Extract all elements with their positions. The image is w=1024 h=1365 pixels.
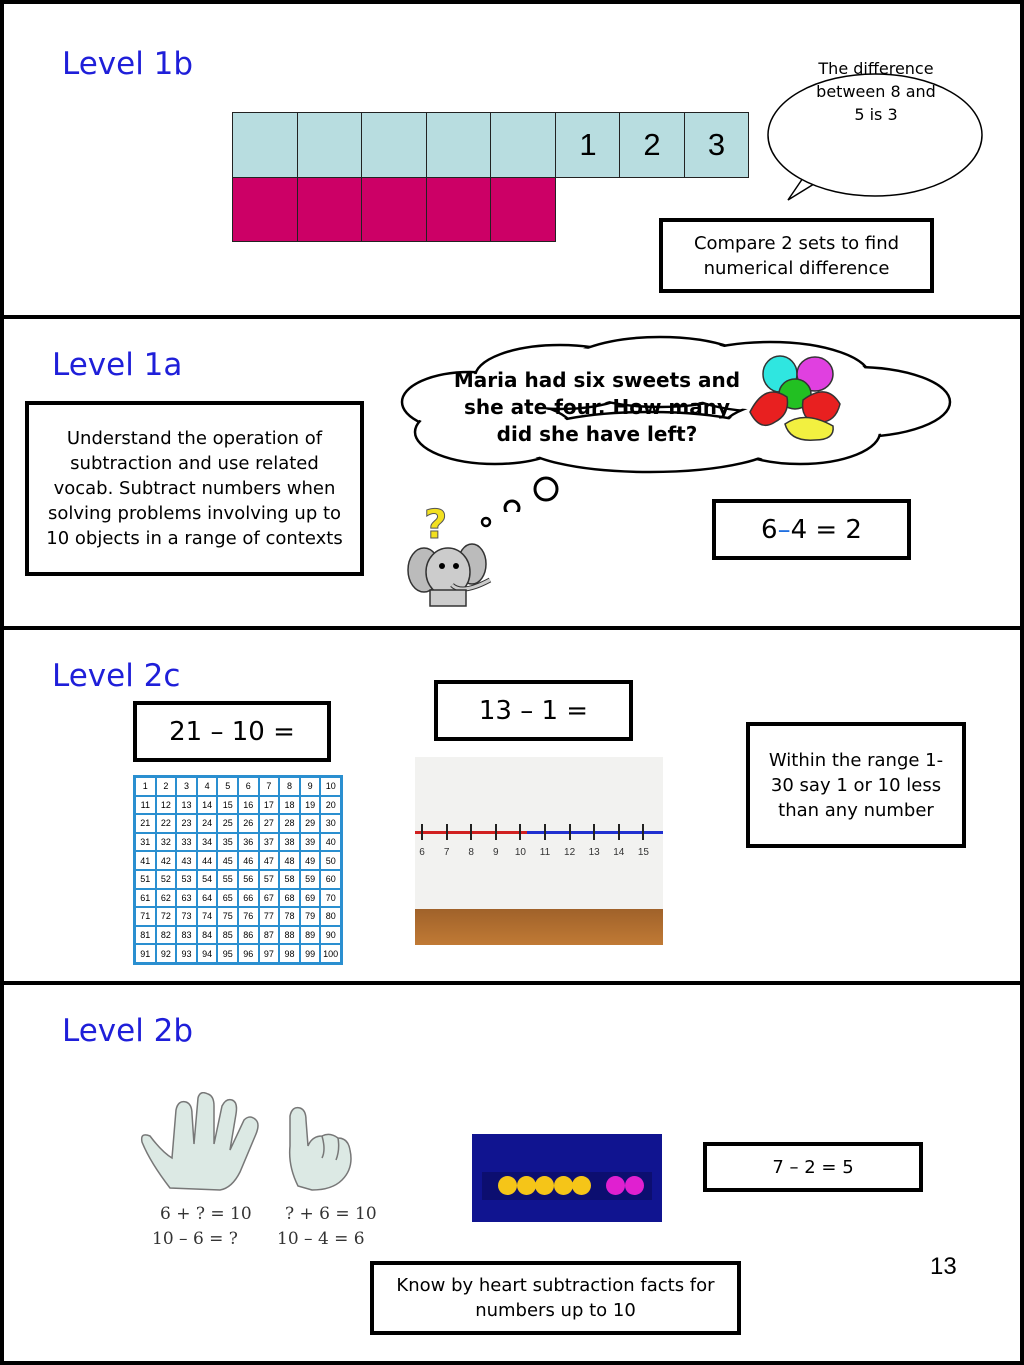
- hundred-square-cell: 84: [197, 926, 218, 945]
- hundred-square-cell: 71: [135, 907, 156, 926]
- bar-cell-top: [361, 112, 427, 178]
- hundred-square-cell: 37: [259, 833, 280, 852]
- hundred-square-cell: 62: [156, 889, 177, 908]
- ruler-label: 9: [493, 847, 499, 858]
- level-1b-objective: Compare 2 sets to find numerical difference: [659, 218, 934, 293]
- hundred-square-cell: 87: [259, 926, 280, 945]
- hundred-square-cell: 2: [156, 777, 177, 796]
- hundred-square-cell: 12: [156, 796, 177, 815]
- hundred-square-cell: 51: [135, 870, 156, 889]
- hundred-square-cell: 60: [320, 870, 341, 889]
- ruler-label: 15: [637, 847, 649, 858]
- hundred-square-cell: 96: [238, 944, 259, 963]
- hundred-square-cell: 89: [300, 926, 321, 945]
- hundred-square-cell: 93: [176, 944, 197, 963]
- ruler-label: 11: [539, 847, 551, 858]
- hundred-square-cell: 18: [279, 796, 300, 815]
- hundred-square-cell: 49: [300, 851, 321, 870]
- hundred-square-cell: 86: [238, 926, 259, 945]
- hundred-square-cell: 64: [197, 889, 218, 908]
- ruler-label: 7: [443, 847, 450, 858]
- hundred-square-cell: 30: [320, 814, 341, 833]
- hundred-square-cell: 68: [279, 889, 300, 908]
- hundred-square-cell: 23: [176, 814, 197, 833]
- hundred-square-cell: 20: [320, 796, 341, 815]
- hundred-square-cell: 57: [259, 870, 280, 889]
- hundred-square-cell: 46: [238, 851, 259, 870]
- hand-equation: 6 + ? = 10: [160, 1204, 252, 1224]
- level-2b-objective: Know by heart subtraction facts for numbers up to 10: [370, 1261, 741, 1335]
- hundred-square-cell: 56: [238, 870, 259, 889]
- hundred-square-cell: 1: [135, 777, 156, 796]
- hundred-square-cell: 17: [259, 796, 280, 815]
- ruler-label: 12: [564, 847, 576, 858]
- hundred-square-cell: 90: [320, 926, 341, 945]
- bead: [554, 1176, 573, 1195]
- ruler-tick: [618, 824, 620, 840]
- section-divider: [0, 626, 1024, 630]
- hand-equation: ? + 6 = 10: [285, 1204, 377, 1224]
- hundred-square-cell: 91: [135, 944, 156, 963]
- ruler-tick: [569, 824, 571, 840]
- bar-cell-top: [490, 112, 556, 178]
- ruler-label: 14: [613, 847, 625, 858]
- ruler-tick: [544, 824, 546, 840]
- hundred-square-cell: 33: [176, 833, 197, 852]
- hundred-square-cell: 22: [156, 814, 177, 833]
- ruler-tick: [495, 824, 497, 840]
- hundred-square-cell: 92: [156, 944, 177, 963]
- hundred-square-cell: 36: [238, 833, 259, 852]
- hundred-square-cell: 55: [217, 870, 238, 889]
- level-1a-title: Level 1a: [52, 347, 183, 383]
- bar-cell-top: [426, 112, 492, 178]
- equation-13-minus-1: 13 – 1 =: [434, 680, 633, 741]
- hundred-square-cell: 47: [259, 851, 280, 870]
- hundred-square-cell: 94: [197, 944, 218, 963]
- hundred-square-cell: 100: [320, 944, 341, 963]
- hundred-square-cell: 66: [238, 889, 259, 908]
- hundred-square-cell: 50: [320, 851, 341, 870]
- bar-cell-difference: 2: [619, 112, 685, 178]
- sweets-icon: [745, 352, 845, 444]
- equation-21-minus-10: 21 – 10 =: [133, 701, 331, 762]
- hundred-square-cell: 21: [135, 814, 156, 833]
- hundred-square-cell: 4: [197, 777, 218, 796]
- hundred-square-cell: 19: [300, 796, 321, 815]
- hundred-square-cell: 63: [176, 889, 197, 908]
- hundred-square-cell: 27: [259, 814, 280, 833]
- hundred-square-cell: 40: [320, 833, 341, 852]
- hundred-square-cell: 58: [279, 870, 300, 889]
- hundred-square-cell: 54: [197, 870, 218, 889]
- hundred-square-cell: 80: [320, 907, 341, 926]
- hand-equation: 10 – 4 = 6: [277, 1229, 365, 1249]
- hundred-square-cell: 32: [156, 833, 177, 852]
- bead: [606, 1176, 625, 1195]
- bead: [572, 1176, 591, 1195]
- bead-string-panel: [472, 1134, 662, 1222]
- ruler-label: 8: [468, 847, 474, 858]
- hand-equation: 10 – 6 = ?: [152, 1229, 238, 1249]
- hundred-square-cell: 28: [279, 814, 300, 833]
- hundred-square-cell: 70: [320, 889, 341, 908]
- hundred-square-cell: 44: [197, 851, 218, 870]
- ruler-label: 10: [514, 847, 526, 858]
- hundred-square-cell: 14: [197, 796, 218, 815]
- hundred-square-cell: 78: [279, 907, 300, 926]
- hundred-square-cell: 67: [259, 889, 280, 908]
- hundred-square-cell: 24: [197, 814, 218, 833]
- hundred-square-cell: 9: [300, 777, 321, 796]
- hundred-square-cell: 8: [279, 777, 300, 796]
- hundred-square-cell: 16: [238, 796, 259, 815]
- elephant-question-icon: [402, 500, 502, 610]
- hundred-square-cell: 6: [238, 777, 259, 796]
- section-divider: [0, 315, 1024, 319]
- hundred-square-cell: 77: [259, 907, 280, 926]
- hundred-square-cell: 73: [176, 907, 197, 926]
- hundred-square-cell: 45: [217, 851, 238, 870]
- ruler-label: 6: [419, 847, 425, 858]
- hundred-square-cell: 39: [300, 833, 321, 852]
- hundred-square-cell: 76: [238, 907, 259, 926]
- number-line-photo: [415, 757, 663, 945]
- hundred-square-cell: 83: [176, 926, 197, 945]
- hundred-square-cell: 31: [135, 833, 156, 852]
- level-2c-objective: Within the range 1- 30 say 1 or 10 less than any number: [746, 722, 966, 848]
- hundred-square-cell: 81: [135, 926, 156, 945]
- level-2c-title: Level 2c: [52, 658, 181, 694]
- bar-cell-top: [232, 112, 298, 178]
- svg-text:?: ?: [424, 502, 448, 548]
- ruler-tick: [446, 824, 448, 840]
- bead: [625, 1176, 644, 1195]
- hundred-square-cell: 41: [135, 851, 156, 870]
- hundred-square-cell: 88: [279, 926, 300, 945]
- thought-text: Maria had six sweets and she ate four. How many did she have left?: [453, 368, 741, 446]
- ruler-tick: [421, 824, 423, 840]
- hundred-square-cell: 29: [300, 814, 321, 833]
- level-2b-title: Level 2b: [62, 1013, 194, 1049]
- ruler-tick: [593, 824, 595, 840]
- hundred-square-cell: 34: [197, 833, 218, 852]
- hundred-square-cell: 95: [217, 944, 238, 963]
- bead: [517, 1176, 536, 1195]
- hundred-square-cell: 82: [156, 926, 177, 945]
- equation-left: 6: [761, 514, 778, 545]
- equation-right: 4 = 2: [790, 514, 862, 545]
- hundred-square-cell: 13: [176, 796, 197, 815]
- minus-sign: –: [777, 514, 791, 545]
- level-1a-objective: Understand the operation of subtraction and use related vocab. Subtract numbers when solving problems involving up to 10 objects in a range of contexts: [25, 401, 364, 576]
- bead: [535, 1176, 554, 1195]
- hundred-square-cell: 69: [300, 889, 321, 908]
- hundred-square-cell: 42: [156, 851, 177, 870]
- hundred-square-cell: 11: [135, 796, 156, 815]
- bar-cell-difference: 1: [555, 112, 621, 178]
- hundred-square-cell: 85: [217, 926, 238, 945]
- level-2b-equation: 7 – 2 = 5: [703, 1142, 923, 1192]
- open-hand-icon: [140, 1092, 265, 1192]
- hundred-square-cell: 97: [259, 944, 280, 963]
- bar-cell-bottom: [297, 177, 363, 242]
- hundred-square-cell: 10: [320, 777, 341, 796]
- hundred-square-cell: 15: [217, 796, 238, 815]
- bar-cell-difference: 3: [684, 112, 749, 178]
- hundred-square-cell: 52: [156, 870, 177, 889]
- hundred-square-cell: 3: [176, 777, 197, 796]
- ruler-tick: [642, 824, 644, 840]
- level-1b-title: Level 1b: [62, 46, 194, 82]
- hundred-square-cell: 43: [176, 851, 197, 870]
- four-fingers-hand-icon: [282, 1106, 357, 1191]
- hundred-square-cell: 25: [217, 814, 238, 833]
- hundred-square-cell: 72: [156, 907, 177, 926]
- section-divider: [0, 981, 1024, 985]
- hundred-square-cell: 26: [238, 814, 259, 833]
- speech-bubble-text: The difference between 8 and 5 is 3: [816, 59, 936, 124]
- bead: [498, 1176, 517, 1195]
- hundred-square-cell: 48: [279, 851, 300, 870]
- table-surface: [415, 909, 663, 945]
- hundred-square-cell: 38: [279, 833, 300, 852]
- hundred-square-cell: 5: [217, 777, 238, 796]
- hundred-square-cell: 35: [217, 833, 238, 852]
- hundred-square-cell: 61: [135, 889, 156, 908]
- hundred-square-cell: 74: [197, 907, 218, 926]
- bar-cell-bottom: [232, 177, 298, 242]
- hundred-square-cell: 75: [217, 907, 238, 926]
- bar-cell-top: [297, 112, 363, 178]
- hundred-square-cell: 65: [217, 889, 238, 908]
- ruler-tick: [470, 824, 472, 840]
- page-number: 13: [930, 1253, 957, 1280]
- hundred-square-cell: 53: [176, 870, 197, 889]
- hundred-square-cell: 79: [300, 907, 321, 926]
- ruler-tick: [519, 824, 521, 840]
- hundred-square-cell: 99: [300, 944, 321, 963]
- hundred-square-cell: 59: [300, 870, 321, 889]
- hundred-square-cell: 98: [279, 944, 300, 963]
- bar-cell-bottom: [361, 177, 427, 242]
- hundred-square-cell: 7: [259, 777, 280, 796]
- bar-cell-bottom: [426, 177, 492, 242]
- level-1a-equation: [712, 499, 911, 560]
- hundred-square: [133, 775, 343, 965]
- bar-cell-bottom: [490, 177, 556, 242]
- ruler-label: 13: [588, 847, 600, 858]
